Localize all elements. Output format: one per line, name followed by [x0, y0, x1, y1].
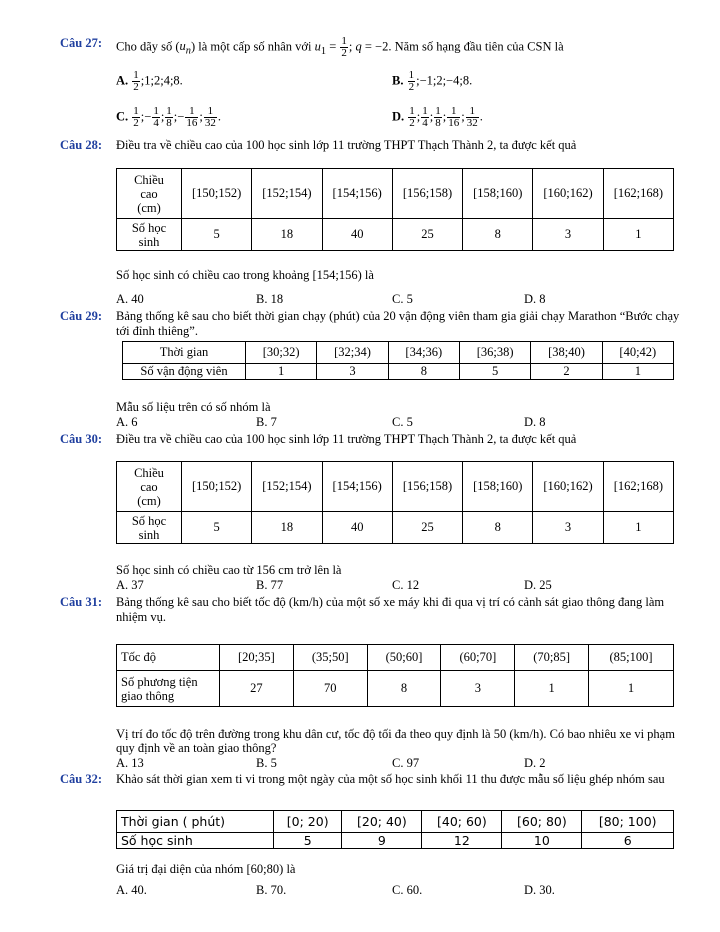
answer-c[interactable]: C. 97 [392, 756, 420, 770]
answer-c[interactable]: C. 60. [392, 883, 423, 897]
answer-d[interactable]: D. 30. [524, 883, 555, 897]
count-cell: 5 [274, 833, 342, 849]
row-header: Số phương tiện giao thông [117, 671, 220, 707]
question-number: Câu 30: [60, 432, 103, 446]
row-header: Thời gian [123, 342, 246, 364]
question-number: Câu 29: [60, 309, 103, 323]
question-number: Câu 31: [60, 595, 103, 609]
speed-table-31 [116, 644, 674, 707]
count-cell: 12 [422, 833, 502, 849]
answer-b[interactable]: B. 70. [256, 883, 287, 897]
answer-d[interactable]: D. $\frac{1}{2}$ ; $\frac{1}{4}$ ; $\frac{1}{8}$ ; $\frac{1}{16}$ ; $\frac{1}{32}$ . [392, 105, 483, 129]
question-text: Điều tra về chiều cao của 100 học sinh lớp 11 trường THPT Thạch Thành 2, ta được kết quả [116, 432, 577, 446]
count-cell: 6 [582, 833, 674, 849]
answer-a[interactable]: A. 13 [116, 756, 144, 770]
height-table-28 [116, 168, 674, 251]
interval-cell: [80; 100) [582, 811, 674, 833]
count-cell: 3 [441, 671, 515, 707]
question-30 [60, 432, 680, 447]
question-text: Bảng thống kê sau cho biết thời gian chạy (phút) của 20 vận động viên tham gia giải chạy Marathon “Bước chạy tới đỉnh thiêng”. [116, 309, 680, 338]
answer-row [116, 292, 680, 308]
answer-a[interactable]: A. $\frac{1}{2}$ ;1;2;4;8. [116, 69, 183, 93]
count-cell: 1 [515, 671, 589, 707]
count-cell: 8 [367, 671, 441, 707]
answer-a[interactable]: A. 40 [116, 292, 144, 306]
question-32 [60, 772, 680, 787]
time-table-29 [122, 341, 674, 380]
question-31 [60, 595, 680, 625]
row-header: Chiều cao (cm) [117, 462, 182, 512]
count-cell: 25 [392, 219, 462, 251]
interval-cell: [30;32) [246, 342, 317, 364]
count-cell: 1 [246, 364, 317, 380]
row-header: Tốc độ [117, 645, 220, 671]
answer-d[interactable]: D. 2 [524, 756, 546, 770]
answer-b[interactable]: B. 18 [256, 292, 284, 306]
interval-cell: [36;38) [459, 342, 530, 364]
row-header: Số học sinh [117, 512, 182, 544]
interval-cell: [162;168) [603, 462, 673, 512]
count-cell: 40 [322, 219, 392, 251]
interval-cell: [152;154) [252, 462, 322, 512]
answer-row [116, 69, 680, 93]
answer-b[interactable]: B. $\frac{1}{2}$ ;−1;2;−4;8. [392, 69, 473, 93]
row-header: Số học sinh [117, 833, 274, 849]
answer-d[interactable]: D. 8 [524, 292, 546, 306]
count-cell: 8 [388, 364, 459, 380]
answer-row [116, 105, 680, 129]
count-cell: 1 [589, 671, 674, 707]
question-text: Điều tra về chiều cao của 100 học sinh lớp 11 trường THPT Thạch Thành 2, ta được kết quả [116, 138, 577, 152]
count-cell: 25 [392, 512, 462, 544]
interval-cell: [156;158) [392, 169, 462, 219]
answer-d[interactable]: D. 25 [524, 578, 552, 592]
answer-row [116, 415, 680, 431]
question-text: Khảo sát thời gian xem ti vi trong một ngày của một số học sinh khối 11 thu được mẫu số liệu ghép nhóm sau [116, 772, 665, 786]
interval-cell: [162;168) [603, 169, 673, 219]
question-28 [60, 138, 680, 153]
count-cell: 8 [463, 512, 533, 544]
interval-cell: [0; 20) [274, 811, 342, 833]
count-cell: 5 [182, 219, 252, 251]
interval-cell: [150;152) [182, 169, 252, 219]
question-number: Câu 32: [60, 772, 103, 786]
tv-time-table-32 [116, 810, 674, 849]
count-cell: 9 [342, 833, 422, 849]
count-cell: 18 [252, 512, 322, 544]
answer-a[interactable]: A. 6 [116, 415, 138, 429]
question-stem: Số học sinh có chiều cao từ 156 cm trở lên là [116, 563, 342, 577]
answer-row [116, 578, 680, 594]
interval-cell: [154;156) [322, 462, 392, 512]
question-text: Cho dãy số $(u_n)$ là một cấp số nhân với $u_1$ = $\frac{1}{2}$ ; q = −2. Năm số hạng đầu tiên của CSN là [116, 35, 564, 59]
interval-cell: [38;40) [531, 342, 602, 364]
answer-row [116, 883, 680, 899]
answer-row [116, 756, 680, 772]
question-number: Câu 27: [60, 36, 103, 50]
interval-cell: [40;42) [602, 342, 673, 364]
answer-c[interactable]: C. $\frac{1}{2}$ ;− $\frac{1}{4}$ ; $\frac{1}{8}$ ;− $\frac{1}{16}$ ; $\frac{1}{32}$ . [116, 105, 221, 129]
interval-cell: [160;162) [533, 462, 603, 512]
question-stem: Số học sinh có chiều cao trong khoảng [154;156) là [116, 268, 374, 282]
row-header: Số vận động viên [123, 364, 246, 380]
interval-cell: [34;36) [388, 342, 459, 364]
interval-cell: [20; 40) [342, 811, 422, 833]
interval-cell: (85;100] [589, 645, 674, 671]
count-cell: 3 [533, 512, 603, 544]
interval-cell: (70;85] [515, 645, 589, 671]
count-cell: 8 [463, 219, 533, 251]
interval-cell: [158;160) [463, 462, 533, 512]
question-stem: Mẫu số liệu trên có số nhóm là [116, 400, 271, 414]
count-cell: 5 [182, 512, 252, 544]
interval-cell: [60; 80) [502, 811, 582, 833]
count-cell: 1 [603, 219, 673, 251]
answer-b[interactable]: B. 7 [256, 415, 277, 429]
answer-b[interactable]: B. 5 [256, 756, 277, 770]
answer-d[interactable]: D. 8 [524, 415, 546, 429]
answer-a[interactable]: A. 37 [116, 578, 144, 592]
count-cell: 2 [531, 364, 602, 380]
interval-cell: [32;34) [317, 342, 388, 364]
interval-cell: [40; 60) [422, 811, 502, 833]
count-cell: 40 [322, 512, 392, 544]
answer-c[interactable]: C. 5 [392, 292, 413, 306]
answer-a[interactable]: A. 40. [116, 883, 147, 897]
count-cell: 10 [502, 833, 582, 849]
interval-cell: [154;156) [322, 169, 392, 219]
height-table-30 [116, 461, 674, 544]
count-cell: 18 [252, 219, 322, 251]
answer-b[interactable]: B. 77 [256, 578, 284, 592]
question-stem: Vị trí đo tốc độ trên đường trong khu dân cư, tốc độ tối đa theo quy định là 50 (km/h). Có bao nhiêu xe vi phạm quy định về an toàn giao thông? [116, 727, 675, 755]
count-cell: 27 [220, 671, 294, 707]
interval-cell: (50;60] [367, 645, 441, 671]
interval-cell: [20;35] [220, 645, 294, 671]
row-header: Thời gian ( phút) [117, 811, 274, 833]
count-cell: 3 [317, 364, 388, 380]
count-cell: 3 [533, 219, 603, 251]
interval-cell: [160;162) [533, 169, 603, 219]
question-text: Bảng thống kê sau cho biết tốc độ (km/h) của một số xe máy khi đi qua vị trí có cảnh sát giao thông đang làm nhiệm vụ. [116, 595, 665, 624]
interval-cell: [150;152) [182, 462, 252, 512]
interval-cell: [158;160) [463, 169, 533, 219]
row-header: Chiều cao (cm) [117, 169, 182, 219]
question-27 [60, 36, 680, 59]
question-number: Câu 28: [60, 138, 103, 152]
count-cell: 1 [602, 364, 673, 380]
question-29 [60, 309, 680, 339]
interval-cell: [152;154) [252, 169, 322, 219]
row-header: Số học sinh [117, 219, 182, 251]
count-cell: 1 [603, 512, 673, 544]
interval-cell: [156;158) [392, 462, 462, 512]
answer-c[interactable]: C. 12 [392, 578, 420, 592]
count-cell: 5 [459, 364, 530, 380]
interval-cell: (60;70] [441, 645, 515, 671]
question-stem: Giá trị đại diện của nhóm [60;80) là [116, 862, 296, 876]
count-cell: 70 [293, 671, 367, 707]
answer-c[interactable]: C. 5 [392, 415, 413, 429]
interval-cell: (35;50] [293, 645, 367, 671]
